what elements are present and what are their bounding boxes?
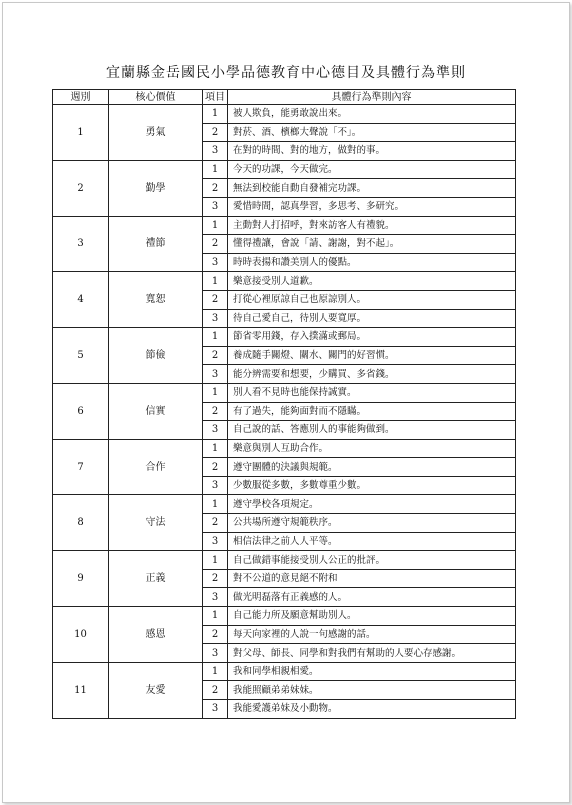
week-number: 3 xyxy=(53,216,109,272)
item-number: 2 xyxy=(203,569,228,588)
behavior-description: 被人欺負，能勇敢說出來。 xyxy=(228,105,516,124)
behavior-description: 今天的功課，今天做完。 xyxy=(228,160,516,179)
item-number: 3 xyxy=(203,142,228,161)
table-row xyxy=(53,160,516,179)
table-row xyxy=(53,662,516,681)
core-value: 禮節 xyxy=(109,216,203,272)
item-number: 3 xyxy=(203,309,228,328)
behavior-description: 對不公道的意見絕不附和 xyxy=(228,569,516,588)
behavior-description: 別人看不見時也能保持誠實。 xyxy=(228,383,516,402)
behavior-description: 樂意與別人互助合作。 xyxy=(228,439,516,458)
item-number: 2 xyxy=(203,402,228,421)
item-number: 3 xyxy=(203,532,228,551)
behavior-description: 做光明磊落有正義感的人。 xyxy=(228,588,516,607)
item-number: 1 xyxy=(203,216,228,235)
item-number: 1 xyxy=(203,607,228,626)
core-value: 感恩 xyxy=(109,607,203,663)
item-number: 1 xyxy=(203,439,228,458)
item-number: 3 xyxy=(203,476,228,495)
table-body xyxy=(53,105,516,719)
document-title: 宜蘭縣金岳國民小學品德教育中心德目及具體行為準則 xyxy=(106,65,466,81)
item-number: 3 xyxy=(203,421,228,440)
week-number: 5 xyxy=(53,328,109,384)
week-number: 4 xyxy=(53,272,109,328)
item-number: 1 xyxy=(203,328,228,347)
core-value: 節儉 xyxy=(109,328,203,384)
core-value: 勇氣 xyxy=(109,105,203,161)
core-value: 勤學 xyxy=(109,160,203,216)
table-header-row xyxy=(53,90,516,105)
item-number: 3 xyxy=(203,700,228,719)
week-number: 7 xyxy=(53,439,109,495)
item-number: 3 xyxy=(203,197,228,216)
item-number: 3 xyxy=(203,588,228,607)
behavior-description: 節省零用錢，存入撲滿或郵局。 xyxy=(228,328,516,347)
item-number: 2 xyxy=(203,235,228,254)
table-row xyxy=(53,383,516,402)
item-number: 2 xyxy=(203,458,228,477)
item-number: 3 xyxy=(203,365,228,384)
behavior-description: 自己說的話、答應別人的事能夠做到。 xyxy=(228,421,516,440)
core-value: 信實 xyxy=(109,383,203,439)
item-number: 1 xyxy=(203,551,228,570)
table-row xyxy=(53,607,516,626)
core-value: 寬恕 xyxy=(109,272,203,328)
core-value: 合作 xyxy=(109,439,203,495)
header-description: 具體行為準則內容 xyxy=(228,90,516,105)
item-number: 2 xyxy=(203,346,228,365)
behavior-table xyxy=(52,89,516,719)
item-number: 1 xyxy=(203,272,228,291)
table-row xyxy=(53,328,516,347)
item-number: 2 xyxy=(203,625,228,644)
item-number: 2 xyxy=(203,514,228,533)
table-row xyxy=(53,272,516,291)
behavior-description: 我能照顧弟弟妹妹。 xyxy=(228,681,516,700)
table-row xyxy=(53,105,516,124)
behavior-description: 自己能力所及願意幫助別人。 xyxy=(228,607,516,626)
behavior-description: 對菸、酒、檳榔大聲說「不」。 xyxy=(228,123,516,142)
behavior-description: 在對的時間、對的地方，做對的事。 xyxy=(228,142,516,161)
header-core-value: 核心價值 xyxy=(109,90,203,105)
item-number: 3 xyxy=(203,253,228,272)
behavior-description: 能分辨需要和想要，少購買、多省錢。 xyxy=(228,365,516,384)
week-number: 10 xyxy=(53,607,109,663)
header-week: 週別 xyxy=(53,90,109,105)
behavior-description: 對父母、師長、同學和對我們有幫助的人要心存感謝。 xyxy=(228,644,516,663)
week-number: 2 xyxy=(53,160,109,216)
behavior-description: 愛惜時間，認真學習，多思考、多研究。 xyxy=(228,197,516,216)
behavior-description: 有了過失，能夠面對而不隱瞞。 xyxy=(228,402,516,421)
behavior-description: 每天向家裡的人說一句感謝的話。 xyxy=(228,625,516,644)
week-number: 8 xyxy=(53,495,109,551)
behavior-description: 主動對人打招呼，對來訪客人有禮貌。 xyxy=(228,216,516,235)
item-number: 2 xyxy=(203,290,228,309)
behavior-description: 公共場所遵守規範秩序。 xyxy=(228,514,516,533)
core-value: 友愛 xyxy=(109,662,203,718)
item-number: 1 xyxy=(203,160,228,179)
week-number: 1 xyxy=(53,105,109,161)
behavior-description: 遵守學校各項規定。 xyxy=(228,495,516,514)
item-number: 2 xyxy=(203,123,228,142)
core-value: 正義 xyxy=(109,551,203,607)
item-number: 1 xyxy=(203,495,228,514)
item-number: 1 xyxy=(203,383,228,402)
week-number: 6 xyxy=(53,383,109,439)
behavior-description: 我能愛護弟妹及小動物。 xyxy=(228,700,516,719)
behavior-description: 自己做錯事能接受別人公正的批評。 xyxy=(228,551,516,570)
item-number: 3 xyxy=(203,644,228,663)
item-number: 1 xyxy=(203,105,228,124)
behavior-description: 樂意接受別人道歉。 xyxy=(228,272,516,291)
week-number: 11 xyxy=(53,662,109,718)
item-number: 2 xyxy=(203,179,228,198)
table-row xyxy=(53,439,516,458)
behavior-description: 無法到校能自動自發補完功課。 xyxy=(228,179,516,198)
item-number: 2 xyxy=(203,681,228,700)
table-row xyxy=(53,495,516,514)
core-value: 守法 xyxy=(109,495,203,551)
behavior-description: 養成隨手關燈、關水、關門的好習慣。 xyxy=(228,346,516,365)
behavior-description: 待自己愛自己，待別人要寬厚。 xyxy=(228,309,516,328)
behavior-description: 相信法律之前人人平等。 xyxy=(228,532,516,551)
header-item: 項目 xyxy=(203,90,228,105)
table-row xyxy=(53,216,516,235)
behavior-description: 懂得禮讓，會說「請、謝謝，對不起」。 xyxy=(228,235,516,254)
week-number: 9 xyxy=(53,551,109,607)
behavior-description: 我和同學相親相愛。 xyxy=(228,662,516,681)
behavior-description: 少數服從多數，多數尊重少數。 xyxy=(228,476,516,495)
behavior-description: 遵守團體的決議與規範。 xyxy=(228,458,516,477)
behavior-description: 時時表揚和讚美別人的優點。 xyxy=(228,253,516,272)
behavior-description: 打從心裡原諒自己也原諒別人。 xyxy=(228,290,516,309)
table-row xyxy=(53,551,516,570)
item-number: 1 xyxy=(203,662,228,681)
